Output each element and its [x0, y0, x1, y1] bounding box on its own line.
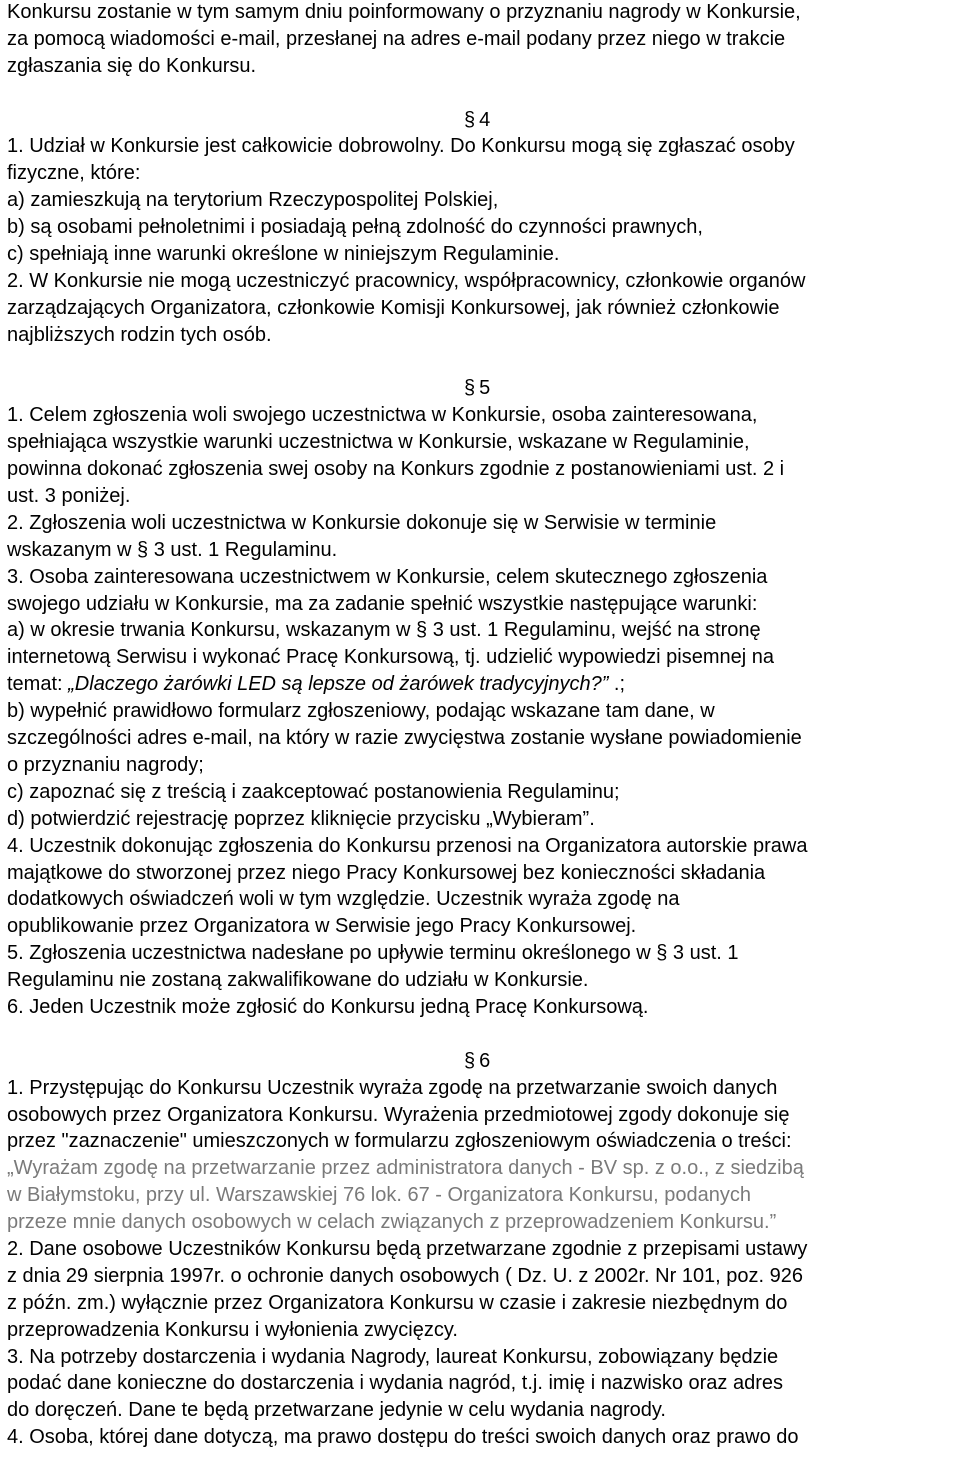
line-text: majątkowe do stworzonej przez niego Pracy Konkursowej bez konieczności składania [7, 861, 766, 884]
line-text: 2. Zgłoszenia woli uczestnictwa w Konkursie dokonuje się w Serwisie w terminie [7, 511, 717, 534]
line-text: zgłaszania się do Konkursu. [7, 54, 257, 77]
text-line [7, 1263, 959, 1290]
text-line [7, 617, 959, 644]
line-text: o przyznaniu nagrody; [7, 753, 204, 776]
line-text: b) są osobami pełnoletnimi i posiadają pełną zdolność do czynności prawnych, [7, 216, 703, 239]
line-text: Regulaminu nie zostaną zakwalifikowane do udziału w Konkursie. [7, 969, 589, 992]
text-line [7, 591, 959, 618]
line-text: do doręczeń. Dane te będą przetwarzane jedynie w celu wydania nagrody. [7, 1399, 666, 1422]
section-sign: § [464, 377, 476, 400]
line-text: temat: [7, 673, 69, 696]
text-line [7, 268, 959, 295]
text-line [7, 1236, 959, 1263]
text-line [7, 1344, 959, 1371]
text-line [7, 940, 959, 967]
line-text: a) w okresie trwania Konkursu, wskazanym w § 3 ust. 1 Regulaminu, wejść na stronę [7, 619, 761, 642]
section-number: 6 [479, 1049, 491, 1072]
text-line [7, 295, 959, 322]
line-text: 2. Dane osobowe Uczestników Konkursu będą przetwarzane zgodnie z przepisami ustawy [7, 1237, 808, 1260]
line-text: 1. Przystępując do Konkursu Uczestnik wyraża zgodę na przetwarzanie swoich danych [7, 1076, 778, 1099]
line-text: fizyczne, które: [7, 162, 141, 185]
line-text: Konkursu zostanie w tym samym dniu poinformowany o przyznaniu nagrody w Konkursie, [7, 1, 801, 23]
text-line [7, 1102, 959, 1129]
text-line [7, 725, 959, 752]
section-number: 4 [479, 108, 491, 131]
line-text: z dnia 29 sierpnia 1997r. o ochronie danych osobowych ( Dz. U. z 2002r. Nr 101, poz. 926 [7, 1264, 804, 1287]
line-text: szczególności adres e-mail, na który w razie zwycięstwa zostanie wysłane powiadomienie [7, 727, 802, 750]
line-text: .; [608, 673, 626, 696]
line-text: najbliższych rodzin tych osób. [7, 323, 272, 346]
text-line [7, 886, 959, 913]
text-line [7, 53, 959, 80]
line-text: 3. Osoba zainteresowana uczestnictwem w Konkursie, celem skutecznego zgłoszenia [7, 565, 768, 588]
text-line [7, 510, 959, 537]
text-line [7, 133, 959, 160]
line-text: 5. Zgłoszenia uczestnictwa nadesłane po upływie terminu określonego w § 3 ust. 1 [7, 942, 739, 965]
document-page [7, 0, 959, 1451]
line-text: swojego udziału w Konkursie, ma za zadanie spełnić wszystkie następujące warunki: [7, 592, 758, 615]
section-heading [7, 375, 959, 402]
text-line [7, 752, 959, 779]
consent-clause-text: w Białymstoku, przy ul. Warszawskiej 76 lok. 67 - Organizatora Konkursu, podanych [7, 1184, 752, 1207]
section-sign: § [464, 1049, 476, 1072]
section-number: 5 [479, 377, 491, 400]
line-text: 3. Na potrzeby dostarczenia i wydania Nagrody, laureat Konkursu, zobowiązany będzie [7, 1345, 779, 1368]
blank-line [7, 80, 959, 107]
line-text: za pomocą wiadomości e-mail, przesłanej na adres e-mail podany przez niego w trakcie [7, 27, 786, 50]
line-text: internetową Serwisu i wykonać Pracę Konkursową, tj. udzielić wypowiedzi pisemnej na [7, 646, 775, 669]
text-line [7, 1128, 959, 1155]
text-line [7, 1424, 959, 1451]
line-text: 6. Jeden Uczestnik może zgłosić do Konkursu jedną Pracę Konkursową. [7, 995, 649, 1018]
line-text: 4. Uczestnik dokonując zgłoszenia do Konkursu przenosi na Organizatora autorskie prawa [7, 834, 808, 857]
text-line [7, 322, 959, 349]
italic-topic-text: „Dlaczego żarówki LED są lepsze od żarówek tradycyjnych?” [68, 673, 609, 696]
section-heading [7, 1048, 959, 1075]
blank-line [7, 1021, 959, 1048]
text-line [7, 1209, 959, 1236]
line-text: 1. Celem zgłoszenia woli swojego uczestnictwa w Konkursie, osoba zainteresowana, [7, 404, 758, 427]
line-text: 1. Udział w Konkursie jest całkowicie dobrowolny. Do Konkursu mogą się zgłaszać osoby [7, 135, 795, 158]
line-text: osobowych przez Organizatora Konkursu. Wyrażenia przedmiotowej zgody dokonuje się [7, 1103, 790, 1126]
text-line [7, 967, 959, 994]
line-text: zarządzających Organizatora, członkowie Komisji Konkursowej, jak również członkowie [7, 296, 780, 319]
blank-line [7, 349, 959, 376]
line-text: b) wypełnić prawidłowo formularz zgłoszeniowy, podając wskazane tam dane, w [7, 700, 715, 723]
text-line [7, 1370, 959, 1397]
text-line [7, 698, 959, 725]
text-line [7, 0, 959, 26]
line-text: 4. Osoba, której dane dotyczą, ma prawo dostępu do treści swoich danych oraz prawo do [7, 1426, 799, 1449]
consent-clause-text: przeze mnie danych osobowych w celach związanych z przeprowadzeniem Konkursu.” [7, 1211, 777, 1234]
text-line [7, 564, 959, 591]
line-text: ust. 3 poniżej. [7, 485, 131, 508]
line-text: wskazanym w § 3 ust. 1 Regulaminu. [7, 538, 338, 561]
text-line [7, 913, 959, 940]
line-text: c) spełniają inne warunki określone w niniejszym Regulaminie. [7, 243, 560, 266]
text-line [7, 1182, 959, 1209]
line-text: a) zamieszkują na terytorium Rzeczypospolitej Polskiej, [7, 189, 499, 212]
text-line [7, 241, 959, 268]
text-line [7, 537, 959, 564]
text-line [7, 483, 959, 510]
text-line [7, 671, 959, 698]
consent-clause-text: „Wyrażam zgodę na przetwarzanie przez administratora danych - BV sp. z o.o., z siedzibą [7, 1157, 804, 1180]
text-line [7, 1317, 959, 1344]
section-sign: § [464, 108, 476, 131]
text-line [7, 187, 959, 214]
text-line [7, 860, 959, 887]
line-text: spełniająca wszystkie warunki uczestnictwa w Konkursie, wskazane w Regulaminie, [7, 431, 750, 454]
text-line [7, 1075, 959, 1102]
text-line [7, 806, 959, 833]
line-text: 2. W Konkursie nie mogą uczestniczyć pracownicy, współpracownicy, członkowie organów [7, 269, 806, 292]
text-line [7, 1290, 959, 1317]
line-text: przez "zaznaczenie" umieszczonych w formularzu zgłoszeniowym oświadczenia o treści: [7, 1130, 792, 1153]
text-line [7, 214, 959, 241]
line-text: opublikowanie przez Organizatora w Serwisie jego Pracy Konkursowej. [7, 915, 637, 938]
line-text: powinna dokonać zgłoszenia swej osoby na Konkurs zgodnie z postanowieniami ust. 2 i [7, 458, 785, 481]
text-line [7, 1155, 959, 1182]
line-text: z późn. zm.) wyłącznie przez Organizatora Konkursu w czasie i zakresie niezbędnym do [7, 1291, 788, 1314]
text-line [7, 160, 959, 187]
line-text: d) potwierdzić rejestrację poprzez kliknięcie przycisku „Wybieram”. [7, 807, 595, 830]
text-line [7, 779, 959, 806]
line-text: przeprowadzenia Konkursu i wyłonienia zwycięzcy. [7, 1318, 458, 1341]
line-text: c) zapoznać się z treścią i zaakceptować postanowienia Regulaminu; [7, 780, 620, 803]
text-line [7, 26, 959, 53]
line-text: podać dane konieczne do dostarczenia i wydania nagród, t.j. imię i nazwisko oraz adres [7, 1372, 783, 1395]
section-heading [7, 107, 959, 134]
text-line [7, 1397, 959, 1424]
text-line [7, 429, 959, 456]
text-line [7, 833, 959, 860]
line-text: dodatkowych oświadczeń woli w tym względzie. Uczestnik wyraża zgodę na [7, 888, 680, 911]
text-line [7, 994, 959, 1021]
text-line [7, 402, 959, 429]
text-line [7, 456, 959, 483]
text-line [7, 644, 959, 671]
